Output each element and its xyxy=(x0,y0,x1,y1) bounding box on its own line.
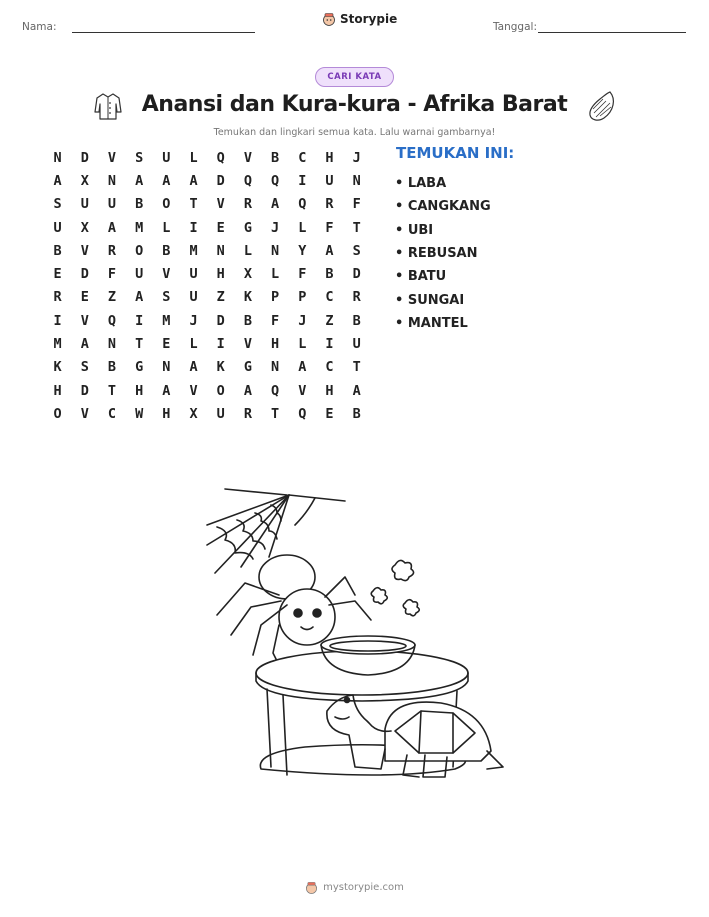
grid-letter[interactable]: V xyxy=(80,242,89,259)
grid-letter[interactable]: D xyxy=(80,149,89,166)
grid-letter[interactable]: I xyxy=(216,336,225,353)
grid-letter[interactable]: T xyxy=(135,336,144,353)
grid-letter[interactable]: J xyxy=(298,312,307,329)
grid-letter[interactable]: G xyxy=(243,219,252,236)
grid-letter[interactable]: T xyxy=(107,382,117,399)
grid-letter[interactable]: B xyxy=(352,312,361,329)
grid-row xyxy=(44,332,370,355)
grid-letter[interactable]: E xyxy=(53,266,62,283)
grid-letter[interactable]: H xyxy=(325,149,334,166)
grid-row xyxy=(44,193,370,216)
grid-letter[interactable]: C xyxy=(325,289,334,306)
grid-letter[interactable]: H xyxy=(216,266,225,283)
grid-letter[interactable]: E xyxy=(80,289,89,306)
anansi-tortoise-illustration xyxy=(195,485,515,790)
grid-letter[interactable]: S xyxy=(162,289,171,306)
grid-letter[interactable]: V xyxy=(162,266,171,283)
grid-row xyxy=(44,309,370,332)
word-list-item: • BATU xyxy=(395,269,447,285)
word-search-grid xyxy=(44,146,370,426)
grid-letter[interactable]: A xyxy=(135,289,144,306)
grid-letter[interactable]: K xyxy=(243,289,252,306)
grid-letter[interactable]: Q xyxy=(216,149,225,166)
grid-letter[interactable]: O xyxy=(162,196,171,213)
grid-letter[interactable]: T xyxy=(352,359,361,376)
grid-letter[interactable]: R xyxy=(352,289,361,306)
grid-letter[interactable]: A xyxy=(162,382,171,399)
grid-letter[interactable]: L xyxy=(271,266,280,283)
storypie-mascot-icon xyxy=(322,12,336,26)
grid-letter[interactable]: L xyxy=(162,219,171,236)
grid-letter[interactable]: I xyxy=(325,336,334,353)
grid-letter[interactable]: N xyxy=(271,242,280,259)
grid-letter[interactable]: A xyxy=(325,242,334,259)
grid-letter[interactable]: A xyxy=(243,382,252,399)
grid-letter[interactable]: H xyxy=(53,382,62,399)
grid-letter[interactable]: U xyxy=(189,289,198,306)
activity-badge: CARI KATA xyxy=(315,67,394,87)
grid-letter[interactable]: F xyxy=(352,196,361,213)
word-list-heading: TEMUKAN INI: xyxy=(396,144,515,162)
grid-letter[interactable]: X xyxy=(189,405,198,422)
grid-letter[interactable]: U xyxy=(107,196,117,213)
grid-letter[interactable]: R xyxy=(243,405,252,422)
grid-letter[interactable]: R xyxy=(53,289,62,306)
grid-letter[interactable]: M xyxy=(189,242,198,259)
grid-letter[interactable]: Z xyxy=(325,312,334,329)
grid-letter[interactable]: N xyxy=(53,149,62,166)
grid-letter[interactable]: T xyxy=(189,196,198,213)
grid-letter[interactable]: R xyxy=(243,196,252,213)
instructions: Temukan dan lingkari semua kata. Lalu warnai gambarnya! xyxy=(213,127,496,138)
grid-letter[interactable]: B xyxy=(325,266,334,283)
grid-letter[interactable]: I xyxy=(135,312,144,329)
grid-letter[interactable]: U xyxy=(53,219,62,236)
grid-letter[interactable]: P xyxy=(271,289,280,306)
name-line[interactable] xyxy=(72,32,255,33)
grid-letter[interactable]: O xyxy=(135,242,144,259)
grid-letter[interactable]: M xyxy=(135,219,144,236)
grid-letter[interactable]: H xyxy=(162,405,171,422)
grid-letter[interactable]: B xyxy=(107,359,117,376)
grid-letter[interactable]: L xyxy=(298,219,307,236)
grid-letter[interactable]: G xyxy=(243,359,252,376)
word-list-item: • UBI xyxy=(395,222,434,238)
grid-letter[interactable]: S xyxy=(53,196,62,213)
grid-letter[interactable]: H xyxy=(325,382,334,399)
grid-row xyxy=(44,146,370,169)
grid-letter[interactable]: N xyxy=(107,172,117,189)
grid-letter[interactable]: Q xyxy=(298,405,307,422)
grid-letter[interactable]: Q xyxy=(271,172,280,189)
grid-letter[interactable]: X xyxy=(80,219,89,236)
grid-letter[interactable]: L xyxy=(243,242,252,259)
grid-letter[interactable]: X xyxy=(80,172,89,189)
grid-letter[interactable]: K xyxy=(53,359,62,376)
grid-letter[interactable]: S xyxy=(352,242,361,259)
word-list-item: • REBUSAN xyxy=(395,246,478,262)
grid-letter[interactable]: V xyxy=(80,405,89,422)
grid-letter[interactable]: V xyxy=(80,312,89,329)
grid-letter[interactable]: N xyxy=(216,242,225,259)
grid-letter[interactable]: J xyxy=(271,219,280,236)
grid-letter[interactable]: I xyxy=(53,312,62,329)
grid-letter[interactable]: H xyxy=(135,382,144,399)
grid-letter[interactable]: B xyxy=(243,312,252,329)
grid-letter[interactable]: U xyxy=(162,149,171,166)
grid-letter[interactable]: V xyxy=(243,149,252,166)
grid-letter[interactable]: N xyxy=(107,336,117,353)
grid-letter[interactable]: N xyxy=(352,172,361,189)
grid-letter[interactable]: C xyxy=(298,149,307,166)
grid-letter[interactable]: L xyxy=(298,336,307,353)
grid-letter[interactable]: A xyxy=(135,172,144,189)
grid-letter[interactable]: D xyxy=(80,382,89,399)
grid-letter[interactable]: C xyxy=(325,359,334,376)
grid-letter[interactable]: F xyxy=(107,266,117,283)
grid-letter[interactable]: U xyxy=(216,405,225,422)
grid-letter[interactable]: D xyxy=(352,266,361,283)
grid-row xyxy=(44,169,370,192)
grid-letter[interactable]: F xyxy=(271,312,280,329)
page-title: Anansi dan Kura-kura - Afrika Barat xyxy=(141,92,568,117)
grid-letter[interactable]: T xyxy=(352,219,361,236)
steam-icon xyxy=(371,560,419,615)
grid-letter[interactable]: V xyxy=(107,149,117,166)
yam-icon xyxy=(586,89,618,123)
grid-letter[interactable]: V xyxy=(216,196,225,213)
grid-letter[interactable]: D xyxy=(216,172,225,189)
grid-letter[interactable]: U xyxy=(352,336,361,353)
date-label: Tanggal: xyxy=(493,21,537,33)
grid-letter[interactable]: J xyxy=(189,312,198,329)
grid-letter[interactable]: U xyxy=(135,266,144,283)
grid-row xyxy=(44,216,370,239)
grid-letter[interactable]: J xyxy=(352,149,361,166)
name-label: Nama: xyxy=(22,21,57,33)
grid-letter[interactable]: B xyxy=(352,405,361,422)
word-list-item: • SUNGAI xyxy=(395,292,465,308)
grid-letter[interactable]: B xyxy=(53,242,62,259)
grid-letter[interactable]: F xyxy=(298,266,307,283)
grid-letter[interactable]: S xyxy=(135,149,144,166)
grid-letter[interactable]: M xyxy=(53,336,62,353)
grid-letter[interactable]: T xyxy=(271,405,280,422)
grid-letter[interactable]: B xyxy=(271,149,280,166)
grid-letter[interactable]: O xyxy=(53,405,62,422)
grid-letter[interactable]: D xyxy=(80,266,89,283)
grid-letter[interactable]: V xyxy=(298,382,307,399)
brand-logo xyxy=(322,12,397,26)
grid-letter[interactable]: R xyxy=(107,242,117,259)
grid-letter[interactable]: V xyxy=(189,382,198,399)
word-list xyxy=(395,172,491,335)
footer-url[interactable]: mystorypie.com xyxy=(323,882,404,893)
grid-row xyxy=(44,356,370,379)
grid-letter[interactable]: K xyxy=(216,359,225,376)
grid-letter[interactable]: U xyxy=(189,266,198,283)
grid-letter[interactable]: A xyxy=(107,219,117,236)
grid-letter[interactable]: E xyxy=(325,405,334,422)
grid-letter[interactable]: A xyxy=(271,196,280,213)
grid-letter[interactable]: A xyxy=(80,336,89,353)
grid-row xyxy=(44,402,370,425)
grid-row xyxy=(44,262,370,285)
grid-letter[interactable]: L xyxy=(189,149,198,166)
grid-letter[interactable]: N xyxy=(162,359,171,376)
word-list-item: • MANTEL xyxy=(395,315,468,331)
grid-letter[interactable]: A xyxy=(53,172,62,189)
grid-letter[interactable]: D xyxy=(216,312,225,329)
grid-letter[interactable]: I xyxy=(189,219,198,236)
grid-letter[interactable]: C xyxy=(107,405,117,422)
word-list-item: • CANGKANG xyxy=(395,199,491,215)
grid-row xyxy=(44,379,370,402)
grid-letter[interactable]: U xyxy=(80,196,89,213)
grid-letter[interactable]: S xyxy=(80,359,89,376)
grid-letter[interactable]: M xyxy=(162,312,171,329)
grid-letter[interactable]: V xyxy=(243,336,252,353)
grid-letter[interactable]: Q xyxy=(298,196,307,213)
grid-letter[interactable]: B xyxy=(162,242,171,259)
grid-letter[interactable]: H xyxy=(271,336,280,353)
grid-letter[interactable]: B xyxy=(135,196,144,213)
grid-letter[interactable]: G xyxy=(135,359,144,376)
grid-letter[interactable]: E xyxy=(216,219,225,236)
grid-letter[interactable]: P xyxy=(298,289,307,306)
date-line[interactable] xyxy=(538,32,686,33)
storypie-mascot-icon xyxy=(305,881,318,894)
grid-letter[interactable]: Q xyxy=(271,382,280,399)
grid-letter[interactable]: Q xyxy=(107,312,117,329)
grid-letter[interactable]: U xyxy=(325,172,334,189)
grid-letter[interactable]: A xyxy=(189,359,198,376)
grid-letter[interactable]: O xyxy=(216,382,225,399)
grid-letter[interactable]: A xyxy=(162,172,171,189)
footer xyxy=(0,881,709,894)
grid-letter[interactable]: N xyxy=(271,359,280,376)
grid-letter[interactable]: F xyxy=(325,219,334,236)
grid-row xyxy=(44,286,370,309)
grid-letter[interactable]: I xyxy=(298,172,307,189)
grid-row xyxy=(44,239,370,262)
word-list-item: • LABA xyxy=(395,176,447,192)
grid-letter[interactable]: L xyxy=(189,336,198,353)
grid-letter[interactable]: R xyxy=(325,196,334,213)
grid-letter[interactable]: E xyxy=(162,336,171,353)
grid-letter[interactable]: Q xyxy=(243,172,252,189)
grid-letter[interactable]: A xyxy=(189,172,198,189)
grid-letter[interactable]: A xyxy=(298,359,307,376)
grid-letter[interactable]: Z xyxy=(216,289,225,306)
grid-letter[interactable]: W xyxy=(135,405,144,422)
grid-letter[interactable]: X xyxy=(243,266,252,283)
grid-letter[interactable]: A xyxy=(352,382,361,399)
grid-letter[interactable]: Y xyxy=(298,242,307,259)
grid-letter[interactable]: Z xyxy=(107,289,117,306)
brand-name: Storypie xyxy=(340,12,398,26)
